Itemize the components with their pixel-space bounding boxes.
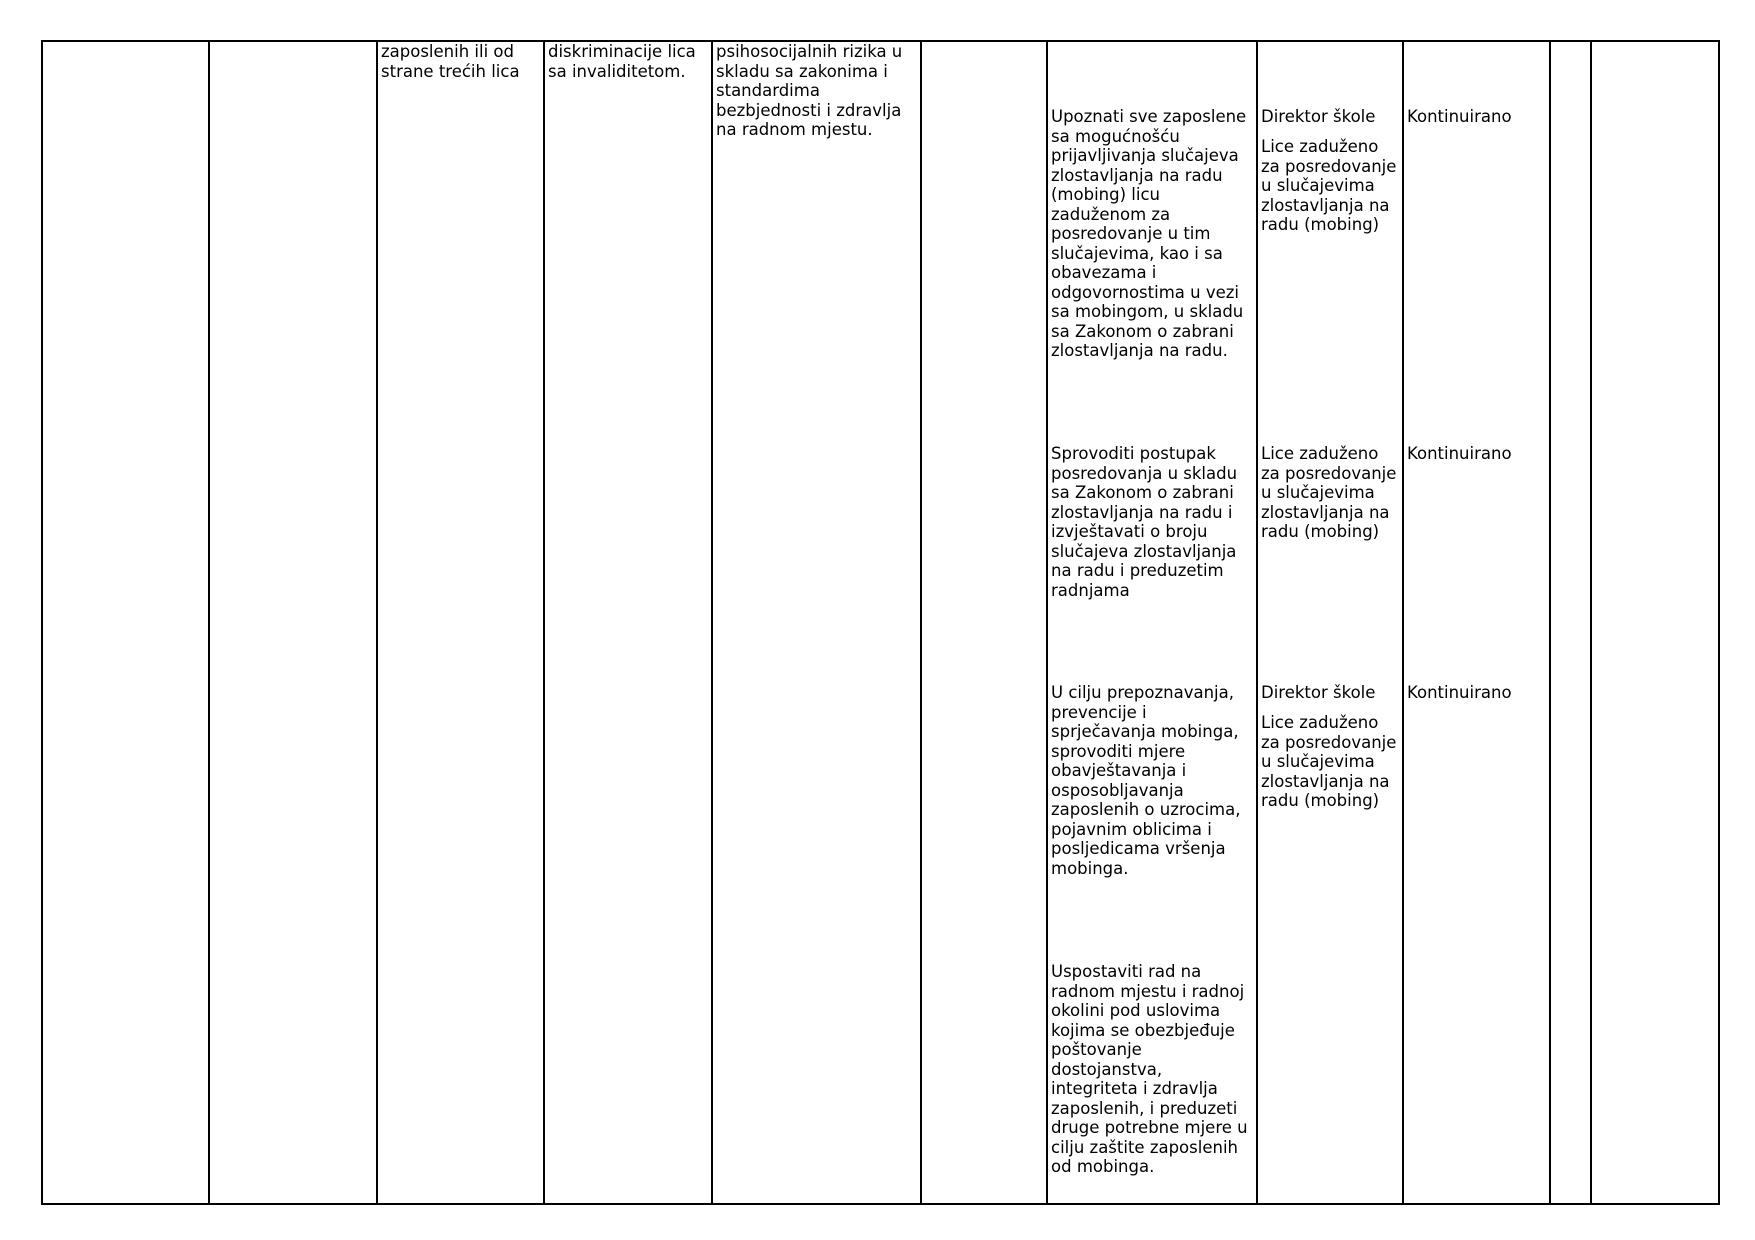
measure-text: Sprovoditi postupak posredovanja u skladu sa Zakonom o zabrani zlostavljanja na radu i izvještavati o broju slučajeva zlostavljanja na radu i preduzetim radnjama	[1051, 444, 1238, 600]
continued-cell-col4: diskriminacije lica sa invaliditetom.	[548, 42, 696, 81]
column-divider	[711, 40, 713, 1205]
measure-text: Uspostaviti rad na radnom mjestu i radnoj okolini pod uslovima kojima se obezbjeđuje poštovanje dostojanstva, integriteta i zdravlja zaposlenih, i preduzeti druge potrebne mjere u cilju zaštite zaposlenih od mobinga.	[1051, 962, 1248, 1176]
column-divider	[543, 40, 545, 1205]
responsible-text: Lice zaduženo za posredovanje u slučajevima zlostavljanja na radu (mobing)	[1261, 444, 1397, 541]
continued-cell-col3: zaposlenih ili od strane trećih lica	[381, 42, 520, 81]
column-divider	[1256, 40, 1258, 1205]
responsible-primary: Direktor škole	[1261, 107, 1376, 126]
continued-cell-col5: psihosocijalnih rizika u skladu sa zakonima i standardima bezbjednosti i zdravlja na radnom mjestu.	[716, 42, 903, 139]
deadline-text: Kontinuirano	[1407, 683, 1512, 702]
column-divider	[208, 40, 210, 1205]
deadline-text: Kontinuirano	[1407, 444, 1512, 463]
measure-text: U cilju prepoznavanja, prevencije i sprječavanja mobinga, sprovoditi mjere obavještavanja i osposobljavanja zaposlenih o uzrocima, pojavnim oblicima i posljedicama vršenja mobinga.	[1051, 683, 1241, 878]
responsible-text: Lice zaduženo za posredovanje u slučajevima zlostavljanja na radu (mobing)	[1261, 713, 1397, 810]
responsible-primary: Direktor škole	[1261, 683, 1376, 702]
deadline-text: Kontinuirano	[1407, 107, 1512, 126]
column-divider	[376, 40, 378, 1205]
table-frame	[41, 40, 1720, 1205]
column-divider	[1402, 40, 1404, 1205]
measure-text: Upoznati sve zaposlene sa mogućnošću prijavljivanja slučajeva zlostavljanja na radu (mobing) licu zaduženom za posredovanje u tim slučajevima, kao i sa obavezama i odgovornostima u vezi sa mobingom, u skladu sa Zakonom o zabrani zlostavljanja na radu.	[1051, 107, 1247, 360]
responsible-text: Lice zaduženo za posredovanje u slučajevima zlostavljanja na radu (mobing)	[1261, 137, 1397, 234]
column-divider	[1590, 40, 1592, 1205]
column-divider	[1549, 40, 1551, 1205]
column-divider	[920, 40, 922, 1205]
column-divider	[1046, 40, 1048, 1205]
